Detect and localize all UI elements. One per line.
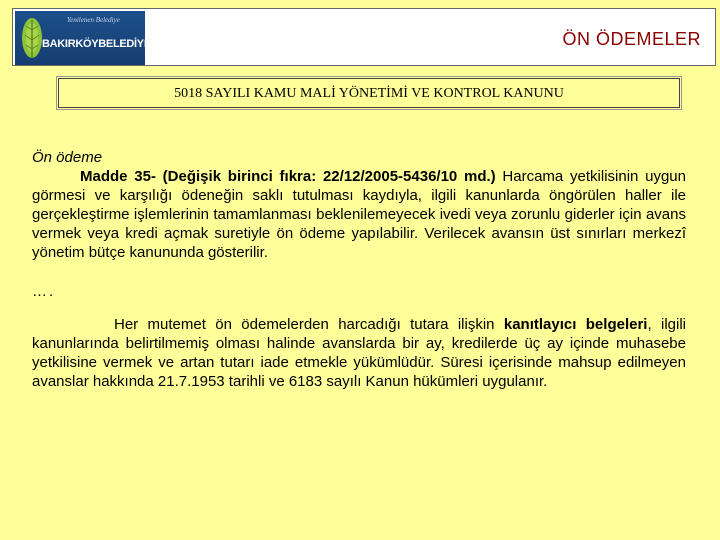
article-content xyxy=(32,148,686,391)
law-title-box xyxy=(58,78,680,108)
article-paragraph-2 xyxy=(32,315,686,391)
bakirkoy-logo xyxy=(15,11,161,65)
page-title: ÖN ÖDEMELER xyxy=(562,29,701,49)
article-madde-heading: Madde 35- (Değişik birinci fıkra: 22/12/2005-5436/10 md.) xyxy=(80,168,496,185)
p2-start: Her mutemet ön ödemelerden harcadığı tutara ilişkin xyxy=(114,316,504,333)
article-subheading: Ön ödeme xyxy=(32,149,103,166)
article-paragraph-1 xyxy=(32,167,686,262)
header-bar xyxy=(12,8,716,66)
logo-tagline: Yenilenen Belediye xyxy=(67,16,120,24)
logo-brand-text: BAKIRKÖYBELEDİYESİ xyxy=(42,38,161,50)
law-title: 5018 SAYILI KAMU MALİ YÖNETİMİ VE KONTROL KANUNU xyxy=(174,86,564,101)
leaf-logo-icon xyxy=(20,16,44,60)
article-madde-text: Harcama yetkilisinin uygun görmesi ve karşılığı ödeneğin saklı tutulması kaydıyla, ilgili kanunlarda öngörülen haller ile gerçekleştirme işlemlerinin tamamlanması beklenilemeyecek ivedi veya zorunlu giderler için avans vermek veya kredi açmak suretiyle ön ödeme yapılabilir. Verilecek avansın üst sınırları merkezî yönetim bütçe kanununda gösterilir. xyxy=(32,168,686,261)
p2-rest: , ilgili kanunlarında belirtilmemiş olması halinde avanslarda bir ay, kredilerde üç ay içinde muhasebe yetkilisine vermek ve artan tutarı iade etmekle yükümlüdür. Süresi içerisinde mahsup edilmeyen avanslar hakkında 21.7.1953 tarihli ve 6183 sayılı Kanun hükümleri uygulanır. xyxy=(32,316,687,390)
omission-ellipsis: …. xyxy=(32,283,56,300)
p2-bold: kanıtlayıcı belgeleri xyxy=(503,316,648,333)
